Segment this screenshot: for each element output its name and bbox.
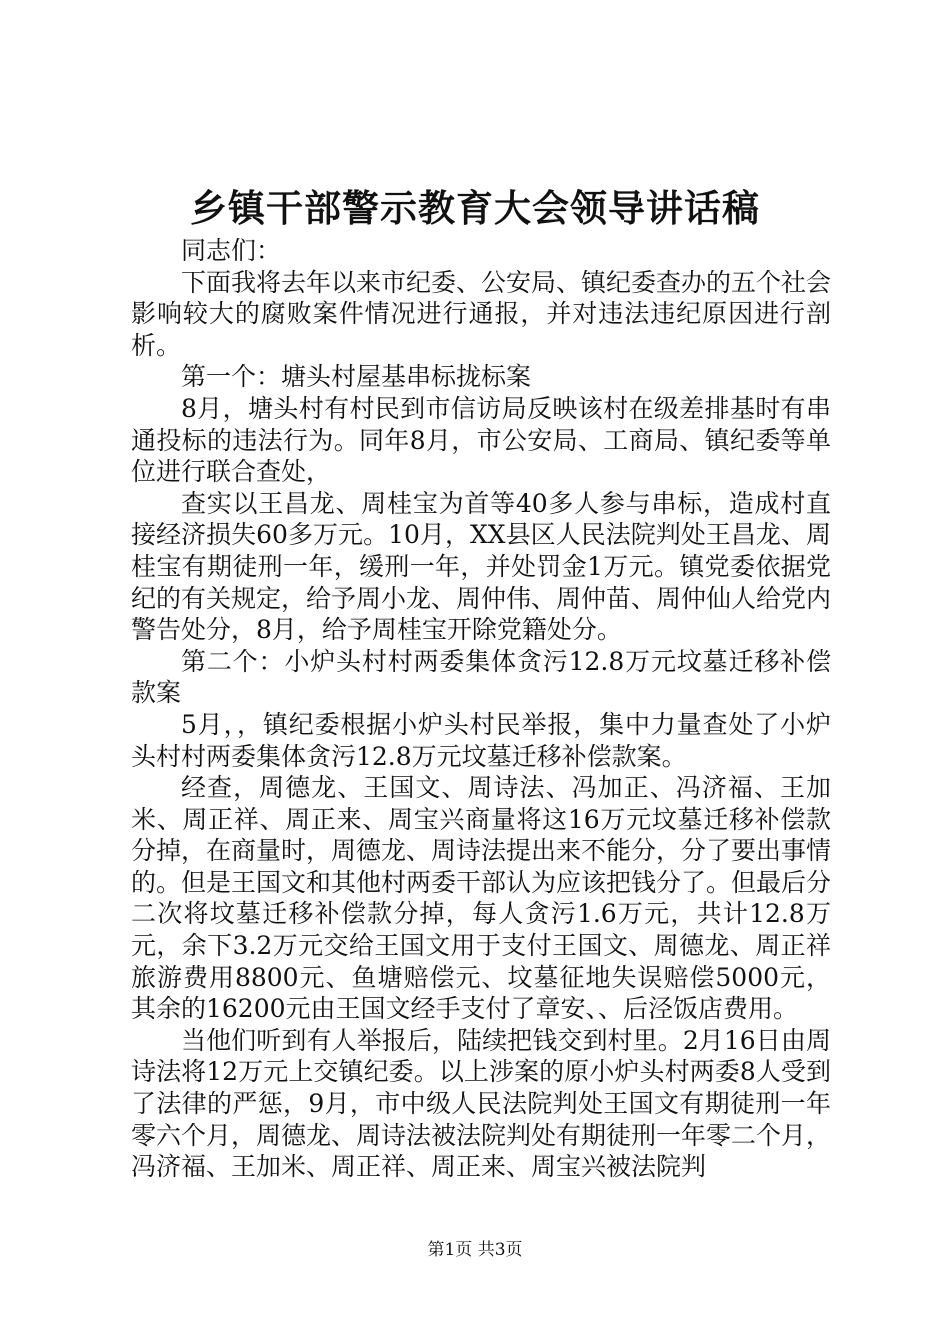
paragraph-case1-findings: 查实以王昌龙、周桂宝为首等40多人参与串标，造成村直接经济损失60多万元。10月，XX县区人民法院判处王昌龙、周桂宝有期徒刑一年，缓刑一年，并处罚金1万元。镇党委依据党纪的有关规定，给予周小龙、周仲伟、周仲苗、周仲仙人给党内警告处分，8月，给予周桂宝开除党籍处分。 <box>131 488 832 645</box>
paragraph-case2-heading: 第二个：小炉头村村两委集体贪污12.8万元坟墓迁移补偿款案 <box>131 646 831 708</box>
paragraph-case2-outcome: 当他们听到有人举报后，陆续把钱交到村里。2月16日由周诗法将12万元上交镇纪委。以上涉案的原小炉头村两委8人受到了法律的严惩，9月，市中级人民法院判处王国文有期徒刑一年零六个月，周德龙、周诗法被法院判处有期徒刑一年零二个月，冯济福、王加米、周正祥、周正来、周宝兴被法院判 <box>131 1025 832 1182</box>
paragraph-salutation: 同志们： <box>181 236 282 265</box>
document-title: 乡镇干部警示教育大会领导讲话稿 <box>190 186 760 230</box>
paragraph-intro: 下面我将去年以来市纪委、公安局、镇纪委查办的五个社会影响较大的腐败案件情况进行通报，并对违法违纪原因进行剖析。 <box>131 267 832 360</box>
page-footer: 第1页 共3页 <box>427 1240 523 1260</box>
paragraph-case1-heading: 第一个：塘头村屋基串标拢标案 <box>181 362 532 392</box>
paragraph-case2-findings: 经查，周德龙、王国文、周诗法、冯加正、冯济福、王加米、周正祥、周正来、周宝兴商量将这16万元坟墓迁移补偿款分掉，在商量时，周德龙、周诗法提出来不能分，分了要出事情的。但是王国文和其他村两委干部认为应该把钱分了。但最后分二次将坟墓迁移补偿款分掉，每人贪污1.6万元，共计12.8万元，余下3.2万元交给王国文用于支付王国文、周德龙、周正祥旅游费用8800元、鱼塘赔偿元、坟墓征地失误赔偿5000元，其余的16200元由王国文经手支付了章安、、后泾饭店费用。 <box>131 773 832 1024</box>
paragraph-case2-report: 5月，，镇纪委根据小炉头村民举报，集中力量查处了小炉头村村两委集体贪污12.8万元坟墓迁移补偿款案。 <box>131 709 831 771</box>
document-body <box>131 235 831 1183</box>
paragraph-case1-report: 8月，塘头村有村民到市信访局反映该村在级差排基时有串通投标的违法行为。同年8月，市公安局、工商局、镇纪委等单位进行联合查处， <box>131 393 831 487</box>
